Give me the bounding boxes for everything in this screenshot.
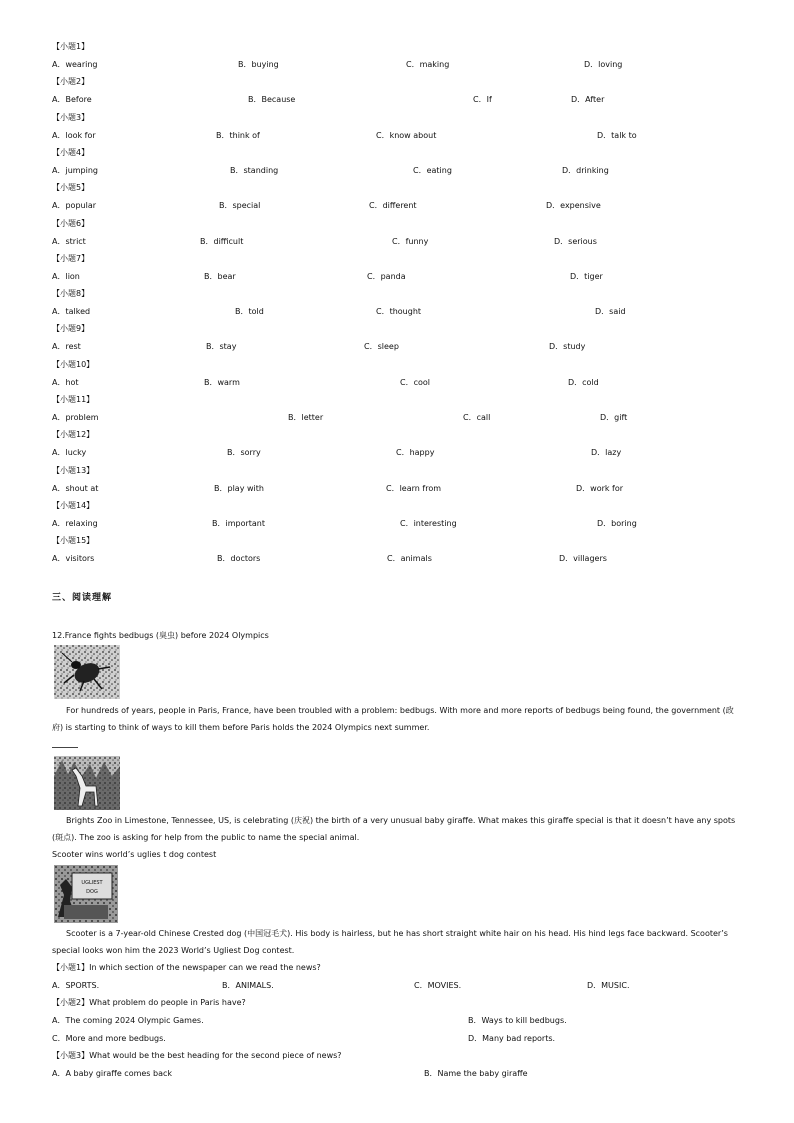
cloze-option-b[interactable]: B．bear bbox=[204, 271, 236, 281]
cloze-option-b[interactable]: B．told bbox=[235, 307, 264, 317]
passage-paragraph-2: Brights Zoo in Limestone, Tennessee, US, is celebrating (庆祝) the birth of a very unusual baby giraffe. What makes this giraffe special is that it doesn’t have any spots (斑点). The zoo is asking for help from the public to name the special animal. bbox=[52, 816, 736, 842]
question-3-option-a[interactable]: A．A baby giraffe comes back bbox=[52, 1069, 173, 1078]
cloze-option-c[interactable]: C．eating bbox=[413, 165, 452, 175]
cloze-question-number: 【小题1】 bbox=[52, 42, 90, 51]
cloze-option-d[interactable]: D．lazy bbox=[591, 448, 622, 458]
cloze-option-c[interactable]: C．different bbox=[369, 201, 417, 211]
cloze-option-c[interactable]: C．panda bbox=[367, 271, 406, 281]
cloze-question-number: 【小题9】 bbox=[52, 324, 90, 334]
divider bbox=[52, 747, 78, 748]
cloze-question-number: 【小题12】 bbox=[52, 430, 95, 440]
cloze-option-d[interactable]: D．boring bbox=[597, 518, 637, 528]
cloze-option-d[interactable]: D．gift bbox=[600, 413, 628, 422]
cloze-question-number: 【小题11】 bbox=[52, 395, 95, 404]
cloze-question-number: 【小题5】 bbox=[52, 183, 90, 193]
cloze-option-c[interactable]: C．funny bbox=[392, 236, 429, 246]
cloze-option-c[interactable]: C．happy bbox=[396, 448, 435, 458]
cloze-option-a[interactable]: A．look for bbox=[52, 130, 96, 140]
question-1-option-b[interactable]: B．ANIMALS. bbox=[222, 981, 274, 990]
cloze-option-b[interactable]: B．difficult bbox=[200, 236, 244, 246]
svg-text:UGLIEST: UGLIEST bbox=[81, 880, 103, 886]
cloze-option-b[interactable]: B．Because bbox=[248, 95, 296, 105]
cloze-option-c[interactable]: C．sleep bbox=[364, 342, 399, 352]
cloze-option-b[interactable]: B．warm bbox=[204, 377, 240, 387]
cloze-option-c[interactable]: C．cool bbox=[400, 377, 430, 387]
cloze-question-number: 【小题7】 bbox=[52, 253, 90, 263]
bedbug-photo bbox=[54, 645, 120, 699]
cloze-option-c[interactable]: C．call bbox=[463, 413, 491, 422]
cloze-option-d[interactable]: D．After bbox=[571, 95, 605, 105]
question-2-option-c[interactable]: C．More and more bedbugs. bbox=[52, 1034, 166, 1043]
cloze-option-c[interactable]: C．know about bbox=[376, 130, 437, 140]
cloze-option-b[interactable]: B．stay bbox=[206, 342, 237, 352]
cloze-option-c[interactable]: C．learn from bbox=[386, 483, 442, 493]
cloze-option-d[interactable]: D．work for bbox=[576, 483, 624, 493]
cloze-option-c[interactable]: C．interesting bbox=[400, 518, 457, 528]
passage-paragraph-1: For hundreds of years, people in Paris, France, have been troubled with a problem: bedbugs. With more and more reports of bedbugs being found, the government (政府) is starting to think of ways to kill them before Paris holds the 2024 Olympics next summer. bbox=[52, 706, 734, 732]
cloze-question-number: 【小题10】 bbox=[52, 359, 95, 369]
giraffe-photo bbox=[54, 756, 120, 810]
cloze-option-d[interactable]: D．study bbox=[549, 342, 586, 352]
cloze-option-a[interactable]: A．hot bbox=[52, 377, 79, 387]
cloze-option-a[interactable]: A．relaxing bbox=[52, 518, 98, 528]
question-1-stem: 【小题1】In which section of the newspaper can we read the news? bbox=[52, 963, 321, 972]
cloze-option-a[interactable]: A．popular bbox=[52, 201, 97, 211]
cloze-option-c[interactable]: C．If bbox=[473, 95, 492, 105]
cloze-option-a[interactable]: A．wearing bbox=[52, 60, 98, 69]
cloze-option-d[interactable]: D．villagers bbox=[559, 554, 607, 564]
cloze-option-b[interactable]: B．standing bbox=[230, 165, 279, 175]
cloze-option-a[interactable]: A．talked bbox=[52, 307, 91, 317]
cloze-option-c[interactable]: C．making bbox=[406, 60, 450, 69]
passage-headline-3: Scooter wins world’s uglies t dog contest bbox=[52, 850, 217, 859]
ugly-dog-photo bbox=[54, 865, 118, 923]
section-title: 三、阅读理解 bbox=[52, 593, 113, 603]
cloze-question-number: 【小题3】 bbox=[52, 112, 90, 122]
cloze-option-a[interactable]: A．strict bbox=[52, 236, 86, 246]
cloze-option-b[interactable]: B．play with bbox=[214, 483, 264, 493]
cloze-option-d[interactable]: D．said bbox=[595, 307, 626, 317]
cloze-option-d[interactable]: D．drinking bbox=[562, 165, 609, 175]
cloze-question-number: 【小题2】 bbox=[52, 77, 90, 87]
question-1-option-c[interactable]: C．MOVIES. bbox=[414, 981, 462, 990]
question-1-option-a[interactable]: A．SPORTS. bbox=[52, 981, 100, 990]
cloze-question-number: 【小题4】 bbox=[52, 147, 90, 157]
cloze-option-c[interactable]: C．thought bbox=[376, 307, 422, 317]
svg-text:DOG: DOG bbox=[86, 889, 98, 895]
cloze-option-a[interactable]: A．problem bbox=[52, 413, 99, 422]
cloze-option-a[interactable]: A．lucky bbox=[52, 448, 87, 458]
cloze-option-c[interactable]: C．animals bbox=[387, 554, 432, 564]
question-1-option-d[interactable]: D．MUSIC. bbox=[587, 981, 630, 990]
cloze-option-b[interactable]: B．think of bbox=[216, 130, 260, 140]
cloze-question-number: 【小题14】 bbox=[52, 500, 95, 510]
cloze-question-number: 【小题13】 bbox=[52, 465, 95, 475]
cloze-option-d[interactable]: D．expensive bbox=[546, 201, 601, 211]
cloze-option-d[interactable]: D．talk to bbox=[597, 130, 637, 140]
cloze-option-a[interactable]: A．Before bbox=[52, 95, 92, 105]
cloze-question-number: 【小题15】 bbox=[52, 536, 95, 546]
cloze-question-number: 【小题8】 bbox=[52, 289, 90, 299]
cloze-option-b[interactable]: B．doctors bbox=[217, 554, 261, 564]
cloze-option-d[interactable]: D．cold bbox=[568, 377, 599, 387]
cloze-option-a[interactable]: A．rest bbox=[52, 342, 81, 352]
question-2-option-b[interactable]: B．Ways to kill bedbugs. bbox=[468, 1016, 567, 1025]
cloze-option-a[interactable]: A．lion bbox=[52, 271, 80, 281]
question-2-stem: 【小题2】What problem do people in Paris have? bbox=[52, 998, 246, 1007]
question-3-stem: 【小题3】What would be the best heading for the second piece of news? bbox=[52, 1051, 342, 1060]
cloze-question-number: 【小题6】 bbox=[52, 218, 90, 228]
question-2-option-a[interactable]: A．The coming 2024 Olympic Games. bbox=[52, 1016, 204, 1025]
cloze-option-d[interactable]: D．loving bbox=[584, 60, 623, 69]
cloze-option-a[interactable]: A．visitors bbox=[52, 554, 95, 564]
cloze-option-d[interactable]: D．serious bbox=[554, 236, 597, 246]
cloze-option-b[interactable]: B．buying bbox=[238, 60, 279, 69]
cloze-option-b[interactable]: B．letter bbox=[288, 413, 324, 422]
cloze-option-a[interactable]: A．shout at bbox=[52, 483, 99, 493]
cloze-option-a[interactable]: A．jumping bbox=[52, 165, 99, 175]
passage-paragraph-3: Scooter is a 7-year-old Chinese Crested dog (中国冠毛犬). His body is hairless, but he has short straight white hair on his head. His hind legs face backward. Scooter’s special looks won him the 2023 World’s Ugliest Dog contest. bbox=[52, 929, 728, 955]
cloze-option-b[interactable]: B．special bbox=[219, 201, 261, 211]
question-2-option-d[interactable]: D．Many bad reports. bbox=[468, 1034, 556, 1043]
cloze-option-b[interactable]: B．sorry bbox=[227, 448, 261, 458]
question-3-option-b[interactable]: B．Name the baby giraffe bbox=[424, 1069, 528, 1078]
cloze-option-b[interactable]: B．important bbox=[212, 518, 266, 528]
cloze-option-d[interactable]: D．tiger bbox=[570, 271, 603, 281]
passage-title: 12.France fights bedbugs (臭虫) before 2024 Olympics bbox=[52, 631, 269, 640]
